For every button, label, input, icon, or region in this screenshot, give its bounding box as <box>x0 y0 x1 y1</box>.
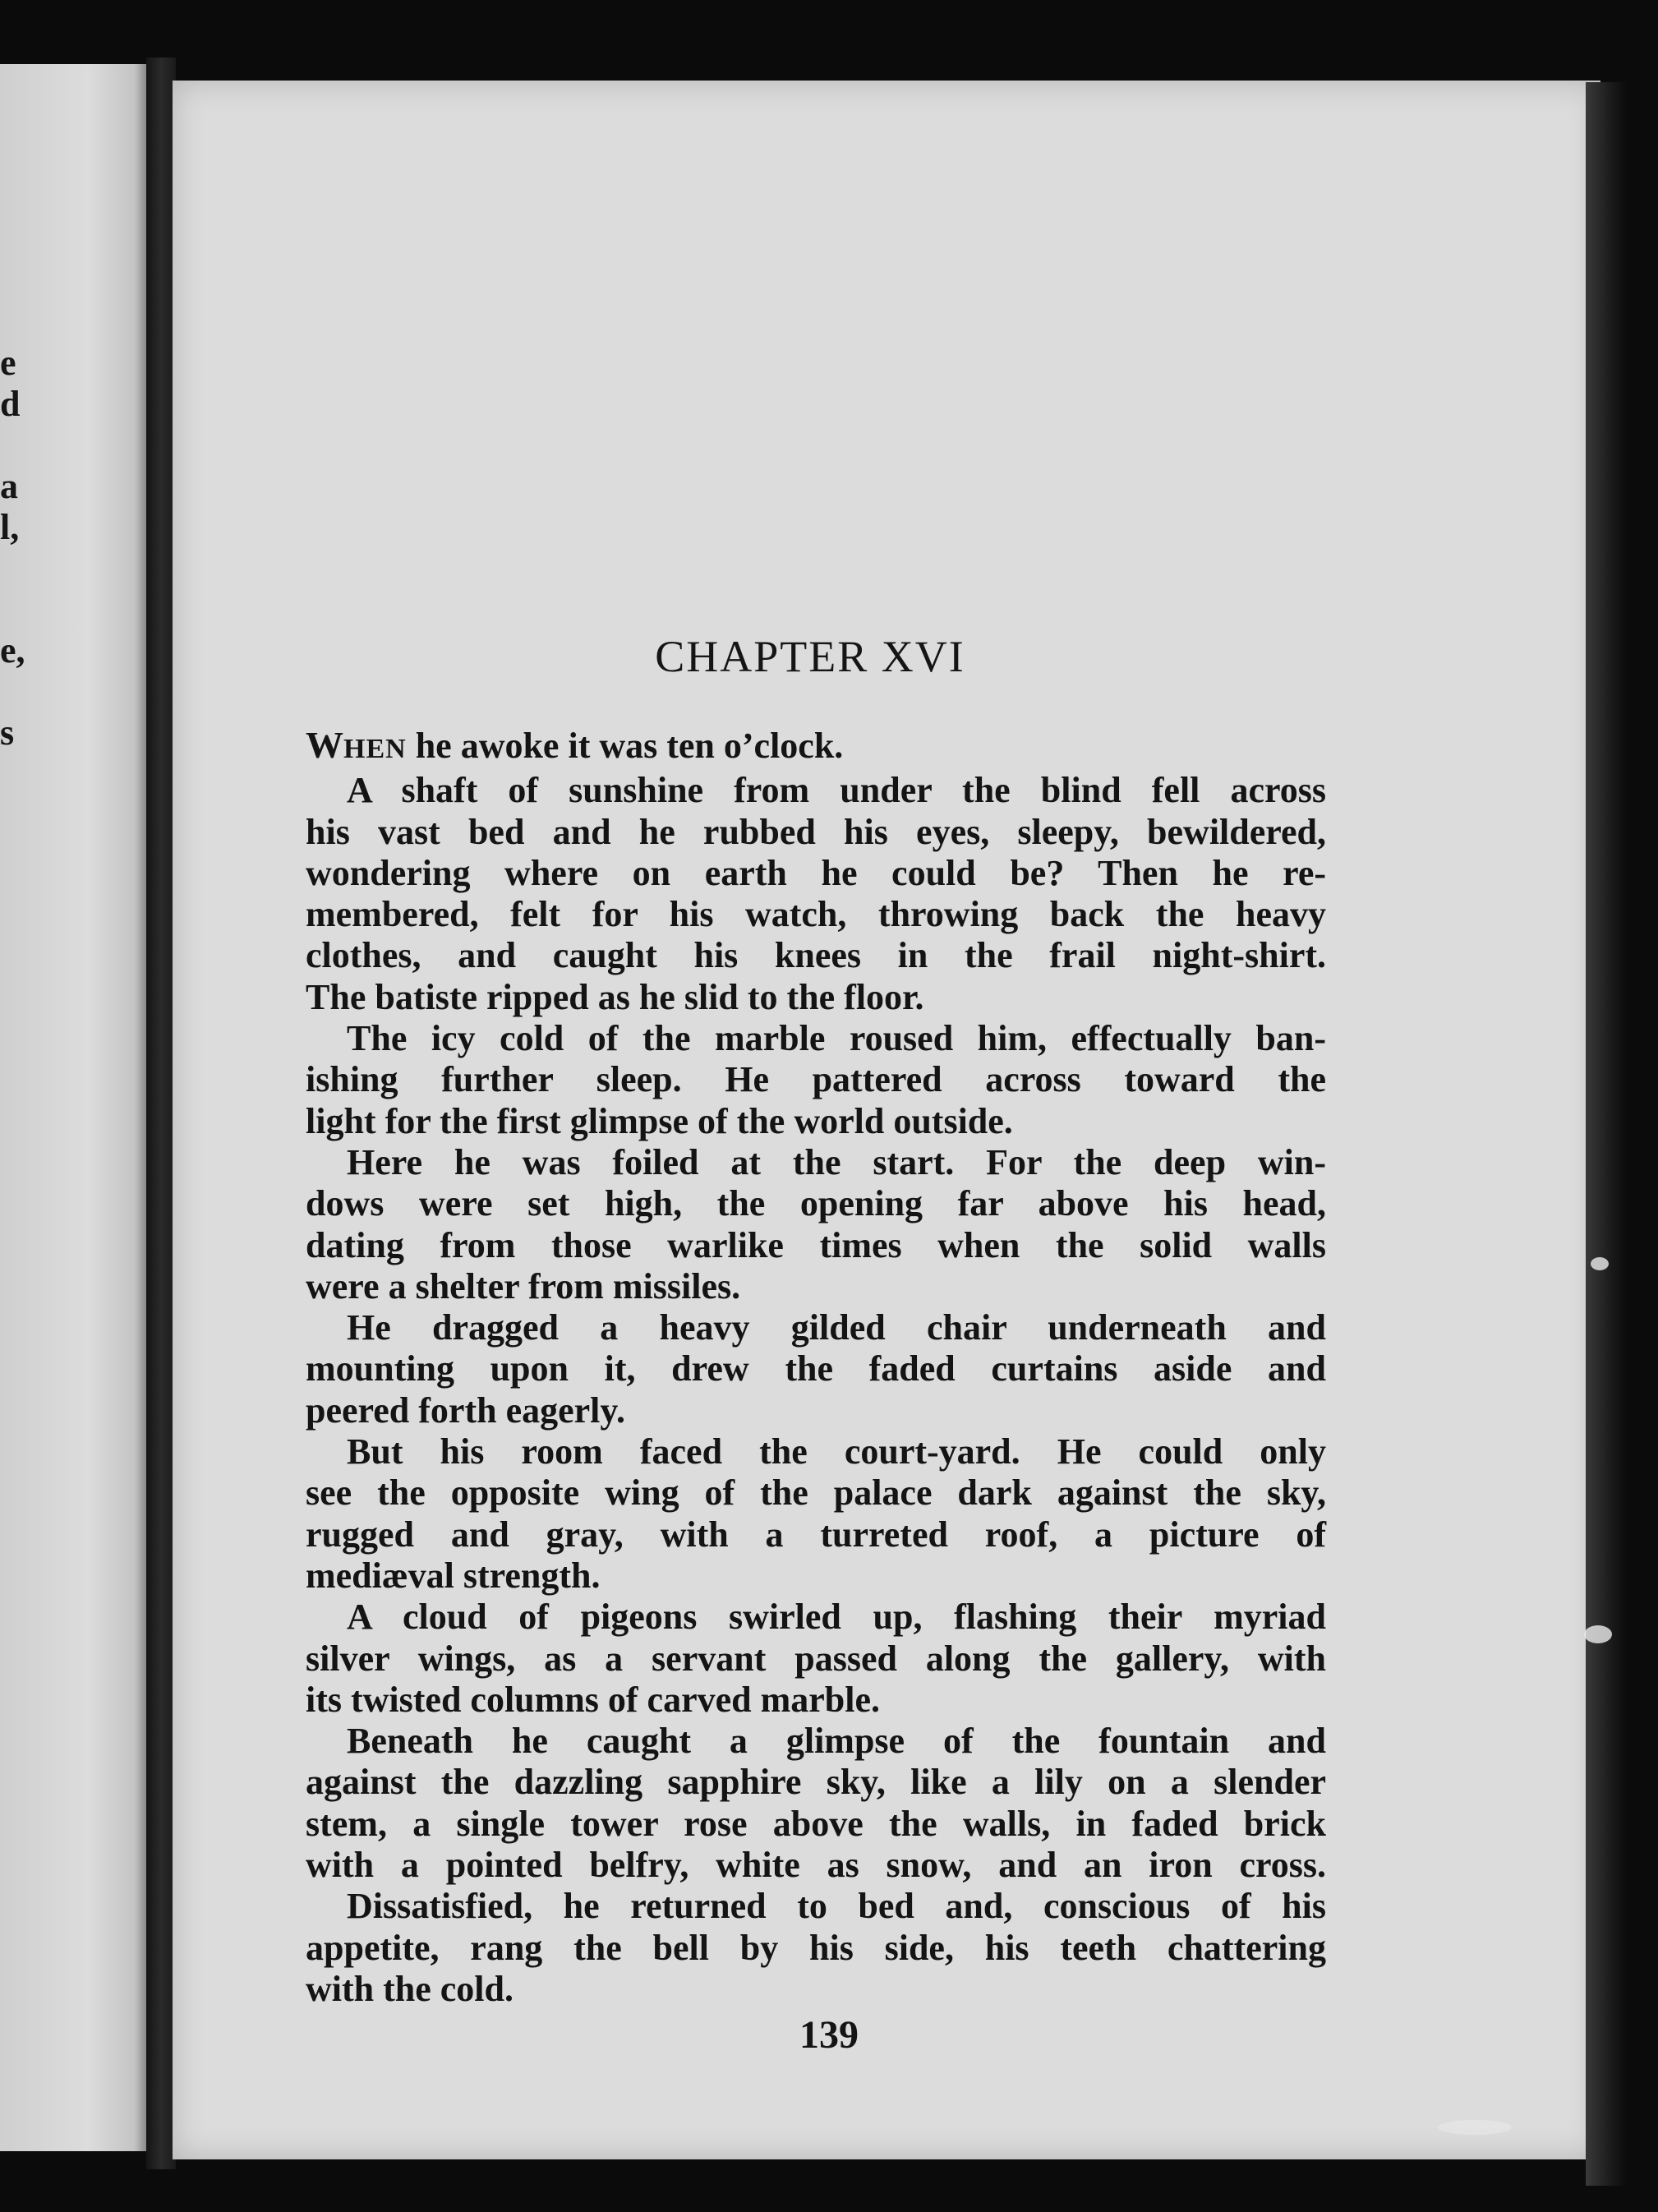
scan-blemish <box>1438 2120 1512 2135</box>
left-page-fragment: d <box>0 384 21 424</box>
left-page-fragment: a <box>0 466 18 506</box>
text-line: dows were set high, the opening far above his head, <box>306 1183 1326 1224</box>
text-line: its twisted columns of carved marble. <box>306 1679 881 1720</box>
text-line: with the cold. <box>306 1968 514 2009</box>
text-line: The batiste ripped as he slid to the floor. <box>306 976 924 1017</box>
text-line: peered forth eagerly. <box>306 1389 625 1431</box>
text-line: mediæval strength. <box>306 1555 601 1596</box>
left-page-fragment: l, <box>0 507 20 547</box>
text-line: The icy cold of the marble roused him, effectually ban- <box>347 1018 1326 1059</box>
text-line: silver wings, as a servant passed along the gallery, with <box>306 1638 1326 1679</box>
text-line: rugged and gray, with a turreted roof, a picture of <box>306 1514 1326 1555</box>
text-line: Beneath he caught a glimpse of the fountain and <box>347 1721 1326 1762</box>
left-page-fragment: e, <box>0 630 25 671</box>
left-page-fragment: s <box>0 712 15 753</box>
text-line: A cloud of pigeons swirled up, flashing their myriad <box>347 1597 1326 1638</box>
page-edge-shadow <box>1586 82 1627 2186</box>
text-line: Dissatisfied, he returned to bed and, conscious of his <box>347 1886 1326 1927</box>
text-line: against the dazzling sapphire sky, like a lily on a slender <box>306 1762 1326 1803</box>
text-line: his vast bed and he rubbed his eyes, sleepy, bewildered, <box>306 811 1326 852</box>
text-line: Here he was foiled at the start. For the deep win- <box>347 1141 1326 1182</box>
text-line: ishing further sleep. He pattered across toward the <box>306 1059 1326 1100</box>
text-line: see the opposite wing of the palace dark against the sky, <box>306 1472 1326 1514</box>
text-line: light for the first glimpse of the world outside. <box>306 1100 1013 1141</box>
left-facing-page <box>0 64 146 2151</box>
text-line: He dragged a heavy gilded chair underneath and <box>347 1307 1326 1348</box>
book-gutter <box>146 58 176 2169</box>
opening-line <box>306 725 1326 770</box>
opening-line-rest: he awoke it was ten o’clock. <box>406 726 844 766</box>
drop-word-small-caps <box>306 726 407 766</box>
text-line: were a shelter from missiles. <box>306 1265 741 1306</box>
first-word-small-caps: HEN <box>343 734 407 764</box>
first-word-capital: W <box>306 724 343 766</box>
text-line: wondering where on earth he could be? Then he re- <box>306 852 1326 893</box>
text-lines <box>306 770 1326 2010</box>
text-line: membered, felt for his watch, throwing back the heavy <box>306 894 1326 935</box>
text-line: clothes, and caught his knees in the frail night-shirt. <box>306 935 1326 976</box>
page-number: 139 <box>799 2013 859 2057</box>
text-line: appetite, rang the bell by his side, his teeth chattering <box>306 1927 1326 1968</box>
text-line: with a pointed belfry, white as snow, and an iron cross. <box>306 1845 1326 1886</box>
text-line: mounting upon it, drew the faded curtains aside and <box>306 1348 1326 1389</box>
text-line: dating from those warlike times when the solid walls <box>306 1224 1326 1265</box>
text-line: A shaft of sunshine from under the blind fell across <box>347 770 1326 811</box>
chapter-title: CHAPTER XVI <box>655 632 965 681</box>
text-line: stem, a single tower rose above the walls, in faded brick <box>306 1803 1326 1844</box>
left-page-fragment: e <box>0 343 16 383</box>
chapter-body <box>306 725 1326 2010</box>
text-line: But his room faced the court-yard. He could only <box>347 1431 1326 1472</box>
scan-blemish <box>1584 1625 1612 1643</box>
scan-blemish <box>1591 1257 1609 1270</box>
